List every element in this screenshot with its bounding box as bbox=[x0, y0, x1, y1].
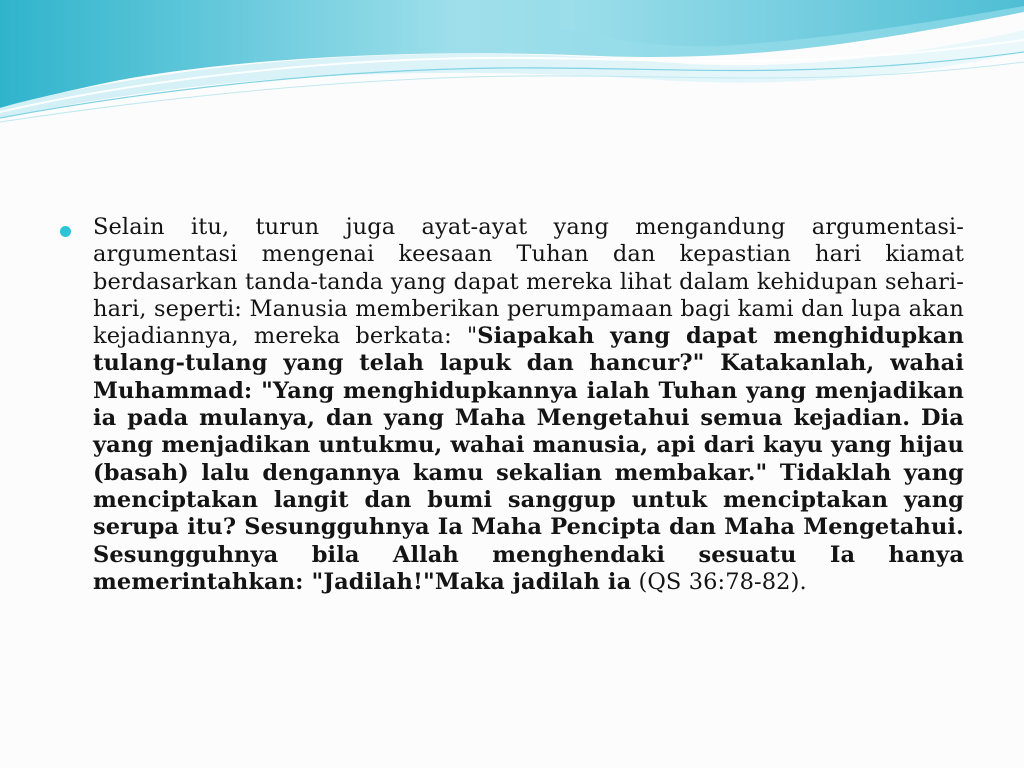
content-area bbox=[60, 214, 964, 596]
paragraph-text-bold-quote: Siapakah yang dapat menghidupkan tulang-tulang yang telah lapuk dan hancur?" Katakanlah, wahai Muhammad: "Yang menghidupkannya ialah Tuhan yang menjadikan ia pada mulanya, dan yang Maha Mengetahui semua kejadian. Dia yang menjadikan untukmu, wahai manusia, api dari kayu yang hijau (basah) lalu dengannya kamu sekalian membakar." Tidaklah yang menciptakan langit dan bumi sanggup untuk menciptakan yang serupa itu? Sesungguhnya Ia Maha Pencipta dan Maha Mengetahui. Sesungguhnya bila Allah menghendaki sesuatu Ia hanya memerintahkan: "Jadilah!"Maka jadilah ia bbox=[93, 323, 964, 595]
body-paragraph bbox=[93, 214, 964, 596]
paragraph-citation: (QS 36:78-82). bbox=[631, 568, 807, 595]
paragraph-text-normal-1: Selain itu, turun juga ayat-ayat yang mengandung argumentasi-argumentasi mengenai keesaan Tuhan dan kepastian hari kiamat berdasarkan tanda-tanda yang dapat mereka lihat dalam kehidupan sehari-hari, seperti: Manusia memberikan perumpamaan bagi kami dan lupa akan kejadiannya, mereka berkata: " bbox=[93, 214, 964, 350]
wave-header-decoration bbox=[0, 0, 1024, 130]
bullet-icon bbox=[60, 226, 71, 237]
